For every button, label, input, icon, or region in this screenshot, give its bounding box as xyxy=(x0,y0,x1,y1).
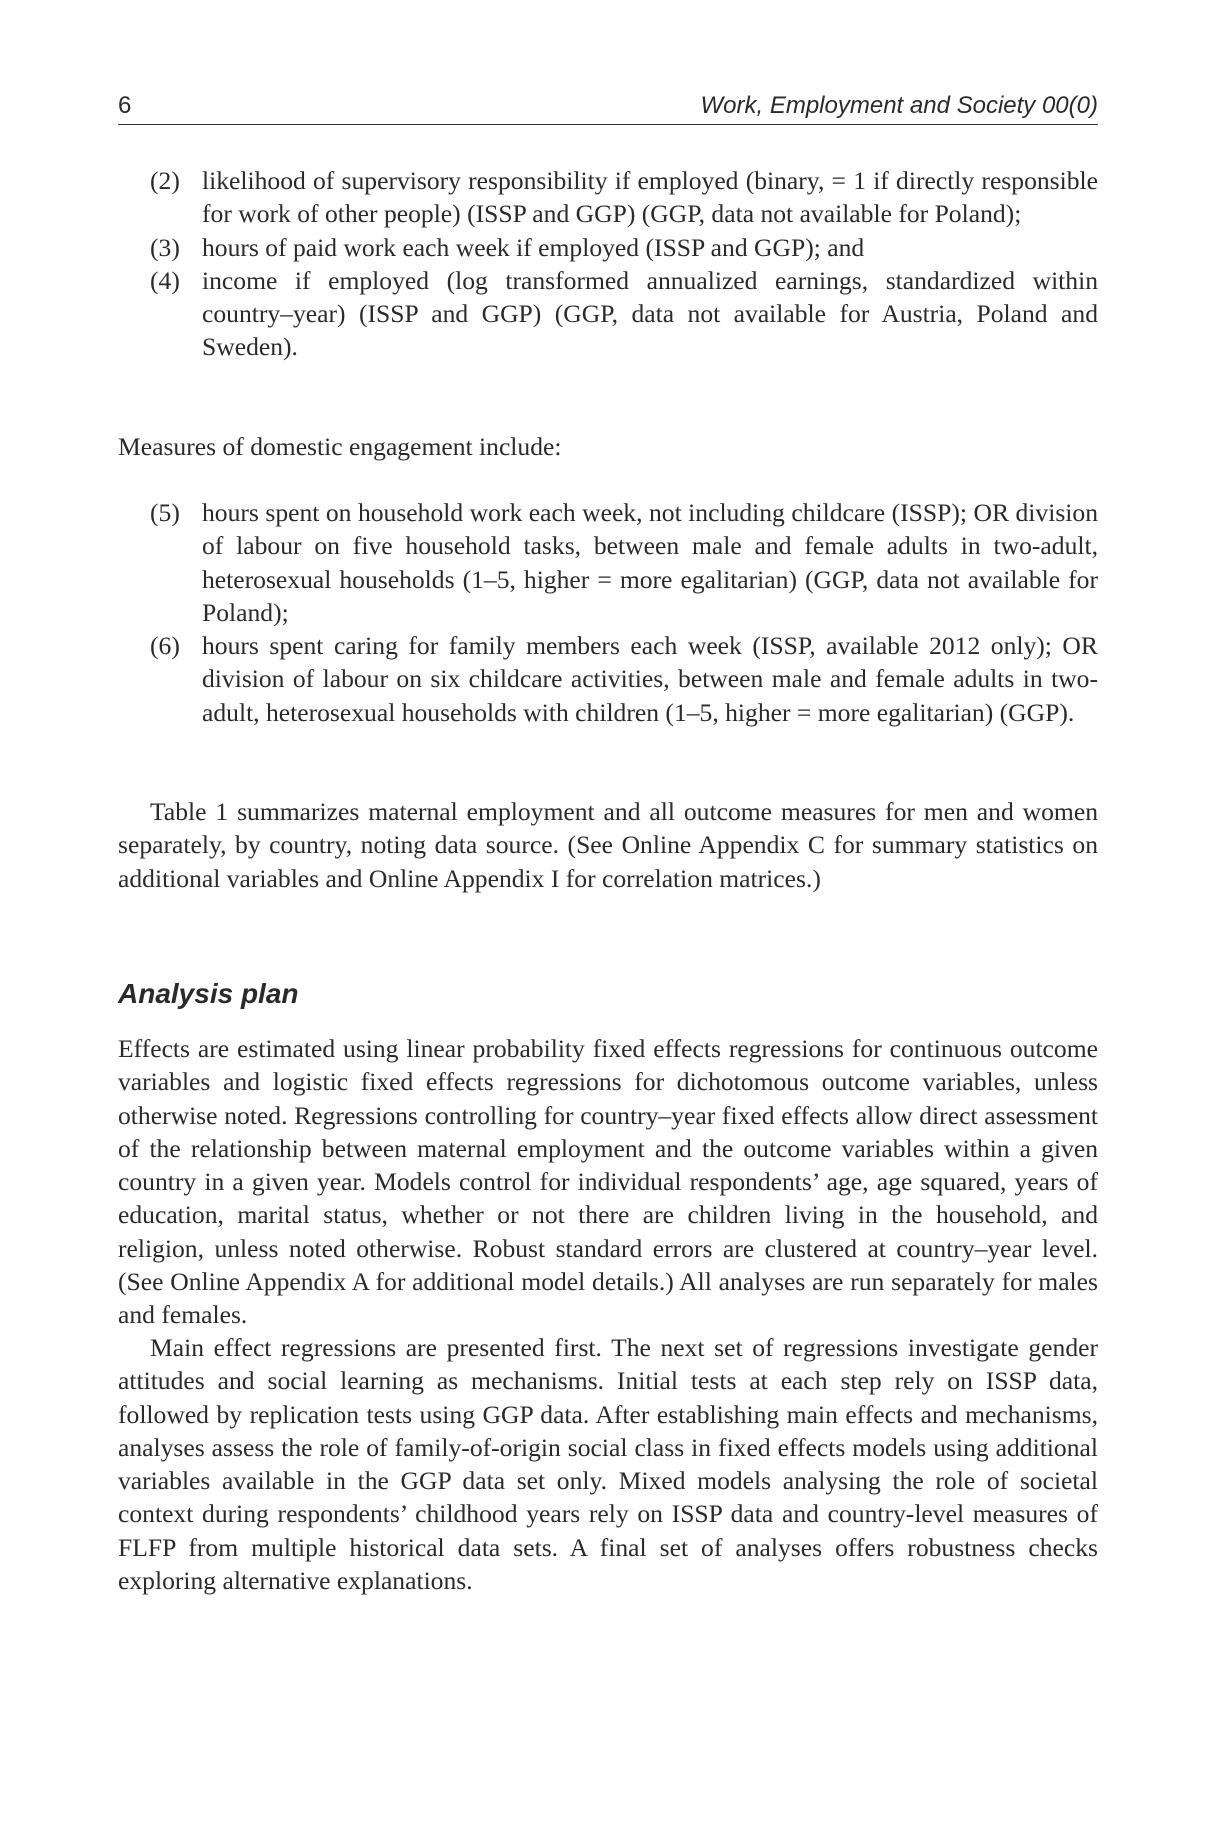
list-item xyxy=(150,231,1098,264)
list-item xyxy=(150,264,1098,364)
list-item xyxy=(150,629,1098,729)
item-text: income if employed (log transformed annualized earnings, standardized within country–year) (ISSP and GGP) (GGP, data not available for Austria, Poland and Sweden). xyxy=(202,265,1098,362)
item-text: likelihood of supervisory responsibility if employed (binary, = 1 if directly responsible for work of other people) (ISSP and GGP) (GGP, data not available for Poland); xyxy=(202,166,1098,229)
table-summary-paragraph: Table 1 summarizes maternal employment and all outcome measures for men and women separately, by country, noting data source. (See Online Appendix C for summary statistics on additional variables and Online Appendix I for correlation matrices.) xyxy=(118,797,1098,893)
employment-measures-list xyxy=(150,164,1098,364)
running-header xyxy=(118,88,1098,125)
item-text: hours spent on household work each week, not including childcare (ISSP); OR division of labour on five household tasks, between male and female adults in two-adult, heterosexual households (1–5, higher = more egalitarian) (GGP, data not available for Poland); xyxy=(202,498,1098,627)
item-number: (5) xyxy=(150,498,180,527)
item-number: (2) xyxy=(150,166,180,195)
item-number: (6) xyxy=(150,631,180,661)
item-text: hours of paid work each week if employed (ISSP and GGP); and xyxy=(202,232,865,262)
page-number: 6 xyxy=(118,92,132,119)
section-heading: Analysis plan xyxy=(118,978,299,1009)
domestic-measures-list xyxy=(150,496,1098,729)
list-item xyxy=(150,496,1098,629)
journal-title: Work, Employment and Society 00(0) xyxy=(700,92,1098,119)
item-text: hours spent caring for family members each week (ISSP, available 2012 only); OR division of labour on six childcare activities, between male and female adults in two-adult, heterosexual households with children (1–5, higher = more egalitarian) (GGP). xyxy=(202,631,1098,727)
list-item xyxy=(150,164,1098,231)
item-number: (3) xyxy=(150,232,180,262)
measures-intro: Measures of domestic engagement include: xyxy=(118,432,562,461)
item-number: (4) xyxy=(150,265,180,295)
analysis-paragraph-2: Main effect regressions are presented first. The next set of regressions investigate gender attitudes and social learning as mechanisms. Initial tests at each step rely on ISSP data, followed by replication tests using GGP data. After establishing main effects and mechanisms, analyses assess the role of family-of-origin social class in fixed effects models using additional variables available in the GGP data set only. Mixed models analysing the role of societal context during respondents’ childhood years rely on ISSP data and country-level measures of FLFP from multiple historical data sets. A final set of analyses offers robustness checks exploring alternative explanations. xyxy=(118,1333,1098,1596)
analysis-paragraph-1: Effects are estimated using linear probability fixed effects regressions for continuous outcome variables and logistic fixed effects regressions for dichotomous outcome variables, unless otherwise noted. Regressions controlling for country–year fixed effects allow direct assessment of the relationship between maternal employment and the outcome variables within a given country in a given year. Models control for individual respondents’ age, age squared, years of education, marital status, whether or not there are children living in the household, and religion, unless noted otherwise. Robust standard errors are clustered at country–year level. (See Online Appendix A for additional model details.) All analyses are run separately for males and females. xyxy=(118,1034,1098,1330)
